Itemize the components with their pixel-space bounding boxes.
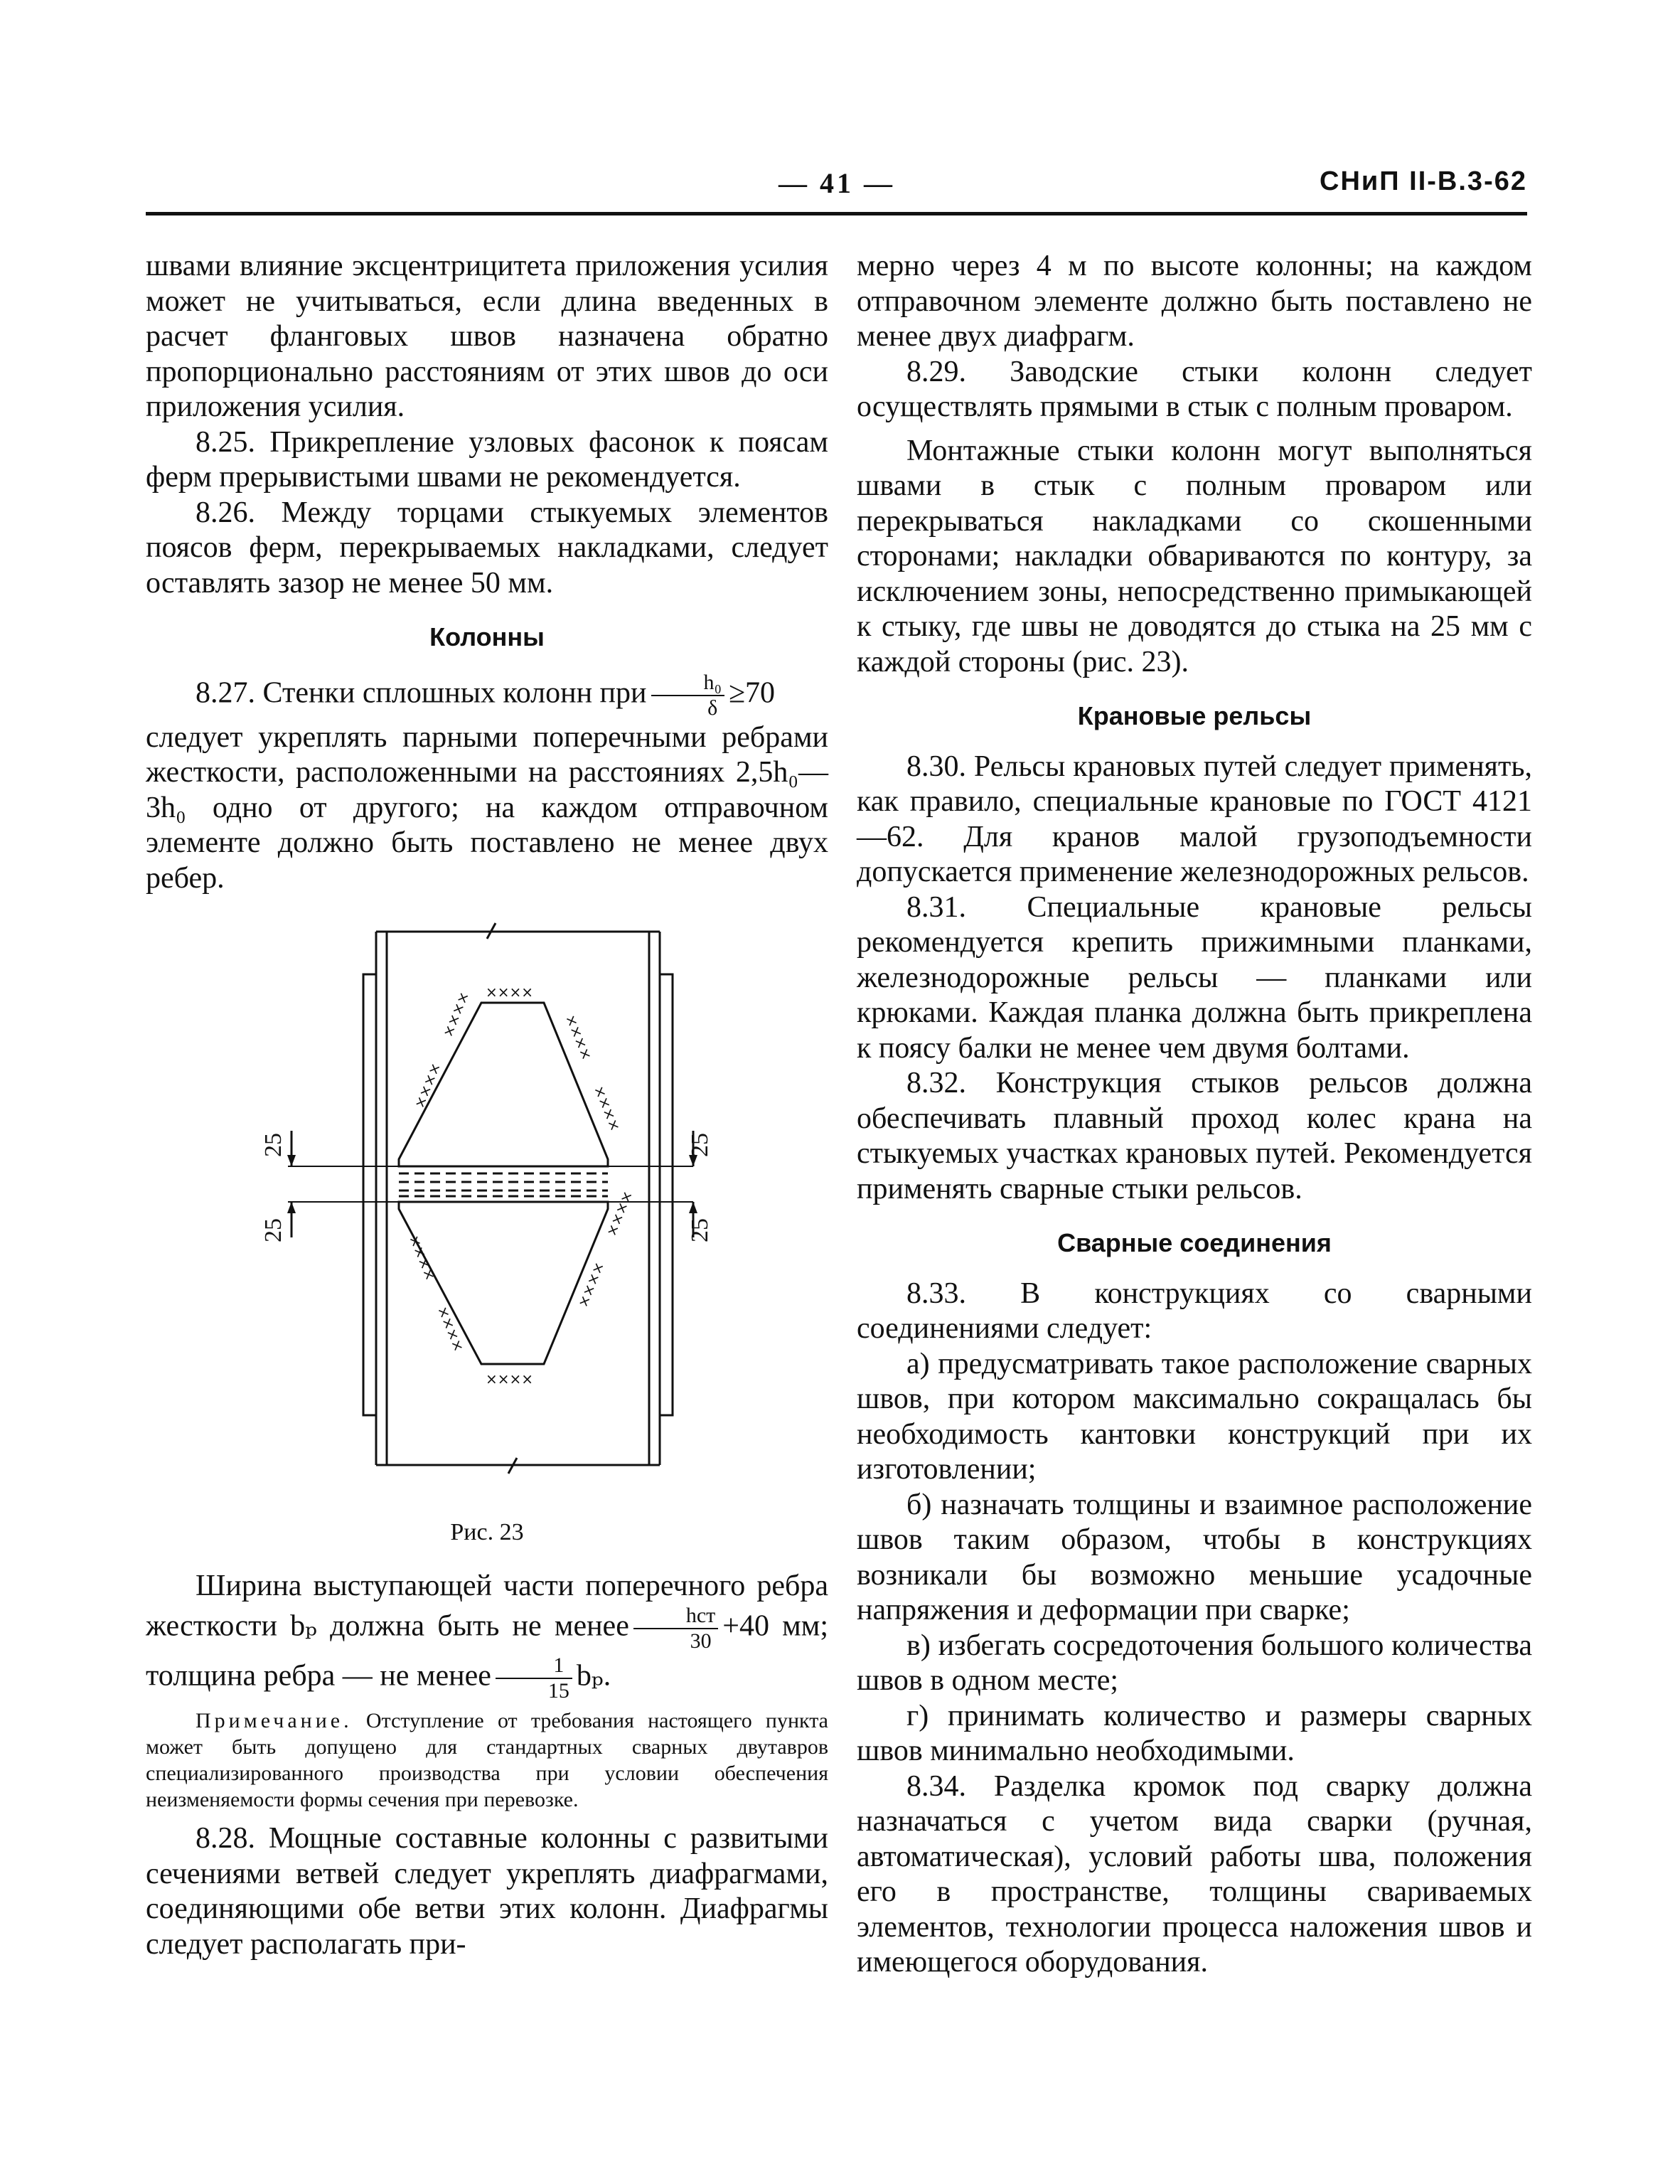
dimension-25-top-left: 25 (260, 1133, 287, 1157)
weld-marks-top: ×××× (486, 984, 534, 1001)
lower-splice-plate (399, 1202, 608, 1364)
note-label: Примечание. (196, 1709, 353, 1732)
right-column (857, 249, 1532, 1981)
paragraph-stiffener-width (146, 1569, 828, 1704)
paragraph-8-33: 8.33. В конструкциях со сварными соединениями следует: (857, 1277, 1532, 1345)
paragraph-8-32: 8.32. Конструкция стыков рельсов должна обеспечивать плавный проход колес крана на стыкуемых участках крановых путей. Рекомендуется применять сварные стыки рельсов. (857, 1067, 1533, 1205)
p5-end: bₚ. (576, 1659, 611, 1693)
paragraph-continuation: швами влияние эксцентрицитета приложения усилия может не учитываться, если длина введенных в расчет фланговых швов назначена обратно пропорционально расстояниям от этих швов до оси приложения усилия. (146, 250, 828, 423)
frac-num: h₀ (651, 671, 724, 696)
p827-ratio: ≥70 (728, 676, 776, 710)
svg-text:××××: ×××× (410, 1060, 444, 1111)
left-stiffener-plate (363, 974, 376, 1415)
weld-marks-bottom: ×××× (486, 1370, 534, 1387)
section-heading-columns: Колонны (429, 622, 545, 651)
document-code: СНиП II-В.3-62 (1320, 166, 1527, 196)
fraction-1-15 (496, 1653, 572, 1703)
dimension-25-bottom-left: 25 (260, 1218, 287, 1242)
fraction-h0-delta (651, 671, 724, 720)
paragraph-8-30: 8.30. Рельсы крановых путей следует применять, как правило, специальные крановые по ГОСТ 4121—62. Для кранов малой грузоподъемности допускается применение железнодорожных рельсов. (857, 750, 1532, 888)
p827-text: 8.27. Стенки сплошных колонн при (196, 676, 647, 710)
right-stiffener-plate (660, 974, 673, 1415)
page-header (146, 162, 1527, 215)
page-number: — 41 — (779, 167, 895, 199)
note-text: Отступление от требования настоящего пункта может быть допущено для стандартных сварных двутавров специализированного производства при условии обеспечения неизменяемости формы сечения при перевозке. (146, 1709, 828, 1811)
paragraph-8-34: 8.34. Разделка кромок под сварку должна назначаться с учетом вида сварки (ручная, автоматическая), условий работы шва, положения его в пространстве, толщины свариваемых элементов, технологии процесса наложения швов и имеющегося оборудования. (857, 1769, 1532, 1978)
dimension-25-bottom-right: 25 (687, 1218, 713, 1242)
paragraph-8-25: 8.25. Прикрепление узловых фасонок к поясам ферм прерывистыми швами не рекомендуется. (146, 425, 828, 494)
paragraph-8-27 (146, 671, 828, 720)
paragraph-8-29: 8.29. Заводские стыки колонн следует осуществлять прямыми в стык с полным проваром. (857, 355, 1532, 423)
p5-mid: +40 мм; толщина ребра — не менее (146, 1609, 828, 1693)
frac-num: hст (633, 1604, 718, 1629)
p5-text: Ширина выступающей части поперечного ребра жесткости bₚ должна быть не менее (146, 1569, 828, 1643)
item-a: а) предусматривать такое расположение сварных швов, при котором максимально сокращалась бы необходимость кантовки конструкций при их изготовлении; (857, 1347, 1532, 1486)
item-g: г) принимать количество и размеры сварных швов минимально необходимыми. (857, 1699, 1532, 1767)
frac-den: 15 (547, 1679, 569, 1703)
item-b: б) назначать толщины и взаимное расположение швов таким образом, чтобы в конструкциях возникали бы возможно меньшие усадочные напряжения и деформации при сварке; (857, 1488, 1532, 1626)
figure-caption: Рис. 23 (450, 1519, 524, 1545)
svg-text:××××: ×××× (434, 1303, 468, 1355)
left-column (146, 249, 828, 1962)
weld-marks (405, 984, 636, 1387)
fraction-hst-30 (633, 1604, 718, 1653)
frac-num: 1 (496, 1653, 572, 1679)
column-joint-drawing (146, 917, 828, 1515)
paragraph-8-28: 8.28. Мощные составные колонны с развитыми сечениями ветвей следует укреплять диафрагмами, соединяющими обе ветви этих колонн. Диафрагмы следует располагать при- (146, 1822, 828, 1961)
svg-text:××××: ×××× (574, 1259, 608, 1310)
paragraph-8-31: 8.31. Специальные крановые рельсы рекомендуется крепить прижимными планками, железнодорожные рельсы — планками или крюками. Каждая планка должна быть прикреплена к поясу балки не менее чем двумя болтами. (857, 890, 1532, 1065)
note (146, 1708, 828, 1813)
svg-text:××××: ×××× (590, 1082, 624, 1134)
svg-text:××××: ×××× (562, 1011, 596, 1063)
paragraph-8-26: 8.26. Между торцами стыкуемых элементов поясов ферм, перекрываемых накладками, следует оставлять зазор не менее 50 мм. (146, 496, 828, 600)
frac-den: δ (707, 696, 718, 720)
frac-den: 30 (690, 1629, 712, 1653)
section-heading-crane-rails: Крановые рельсы (1077, 701, 1312, 730)
svg-text:××××: ×××× (439, 989, 473, 1040)
svg-text:××××: ×××× (405, 1232, 439, 1284)
paragraph-continuation-right: мерно через 4 м по высоте колонны; на каждом отправочном элементе должно быть поставлено не менее двух диафрагм. (857, 250, 1532, 353)
item-v: в) избегать сосредоточения большого количества швов в одном месте; (857, 1629, 1532, 1697)
figure-23 (146, 917, 828, 1515)
paragraph-montage-joints: Монтажные стыки колонн могут выполняться швами в стык с полным проваром или перекрываться накладками со скошенными сторонами; накладки обвариваются по контуру, за исключением зоны, непосредственно примыкающей к стыку, где швы не доводятся до стыка на 25 мм с каждой стороны (рис. 23). (857, 434, 1532, 678)
svg-text:××××: ×××× (602, 1188, 636, 1239)
section-heading-welded-joints: Сварные соединения (1057, 1228, 1332, 1257)
paragraph-8-27-rest: следует укреплять парными поперечными ребрами жесткости, расположенными на расстояниях 2,5h₀—3h₀ одно от другого; на каждом отправочном элементе должно быть поставлено не менее двух ребер. (146, 720, 828, 895)
dimension-25-top-right: 25 (687, 1133, 713, 1157)
